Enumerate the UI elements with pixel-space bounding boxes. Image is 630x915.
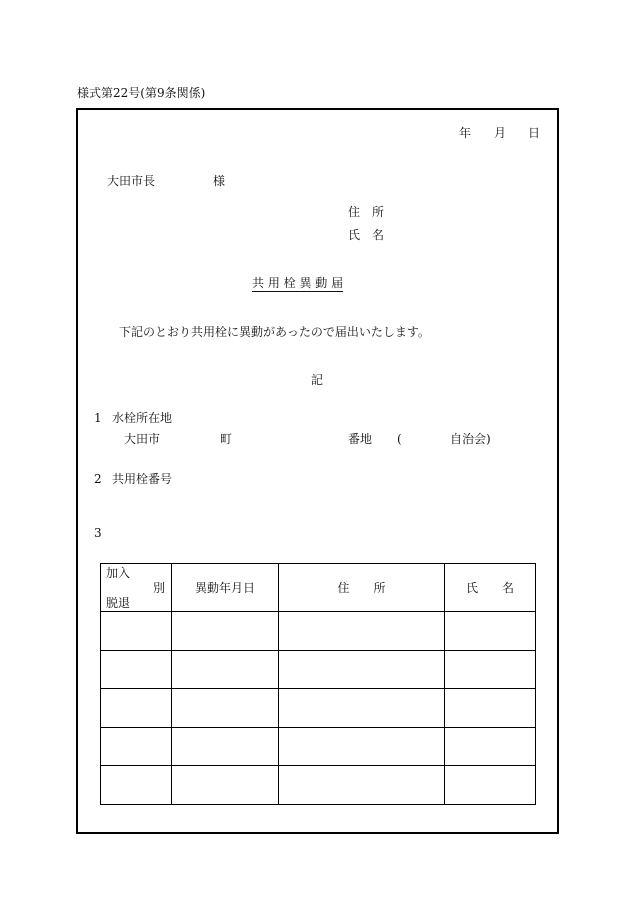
cell-address[interactable] [279,727,445,766]
cell-address[interactable] [279,766,445,805]
item1-banchi: 番地 [348,432,373,446]
kind-join-label: 加入 [106,566,131,580]
cell-name[interactable] [445,612,536,651]
document-title: 共 用 栓 異 動 届 [252,276,344,290]
header-date-cell: 異動年月日 [172,564,279,612]
cell-date[interactable] [172,612,279,651]
kind-betsu-label: 別 [153,581,166,595]
cell-address[interactable] [279,612,445,651]
date-year: 年 [459,126,472,140]
table-row [101,612,536,651]
applicant-address-label: 住 所 [348,205,385,219]
addressee-mayor: 大田市長 [107,174,156,188]
table-row [101,727,536,766]
header-name-cell: 氏 名 [445,564,536,612]
cell-name[interactable] [445,689,536,728]
date-day: 日 [528,126,541,140]
item1-city: 大田市 [124,432,161,446]
item3-number: 3 [94,526,102,540]
item1-label: 水栓所在地 [112,411,173,425]
table-row [101,689,536,728]
header-kind-cell [101,564,172,612]
body-text: 下記のとおり共用栓に異動があったので届出いたします。 [119,325,430,339]
cell-date[interactable] [172,727,279,766]
cell-name[interactable] [445,727,536,766]
change-table [100,563,536,805]
item1-town: 町 [220,432,233,446]
item1-jichikai: 自治会) [450,432,491,446]
addressee-honorific: 様 [213,174,226,188]
cell-kind[interactable] [101,650,172,689]
cell-kind[interactable] [101,727,172,766]
table-header-row [101,564,536,612]
ki-heading: 記 [311,373,324,387]
cell-kind[interactable] [101,612,172,651]
kind-leave-label: 脱退 [106,596,131,610]
cell-name[interactable] [445,650,536,689]
cell-date[interactable] [172,650,279,689]
cell-address[interactable] [279,650,445,689]
cell-date[interactable] [172,766,279,805]
form-number: 様式第22号(第9条関係) [77,86,206,100]
table-row [101,766,536,805]
cell-kind[interactable] [101,766,172,805]
applicant-name-label: 氏 名 [348,228,385,242]
item1-number: 1 [94,411,102,425]
date-month: 月 [494,126,507,140]
item1-paren: ( [397,432,402,446]
cell-kind[interactable] [101,689,172,728]
item2-label: 共用栓番号 [112,472,173,486]
item2-number: 2 [94,472,102,486]
cell-name[interactable] [445,766,536,805]
cell-date[interactable] [172,689,279,728]
cell-address[interactable] [279,689,445,728]
table-row [101,650,536,689]
header-address-cell: 住 所 [279,564,445,612]
